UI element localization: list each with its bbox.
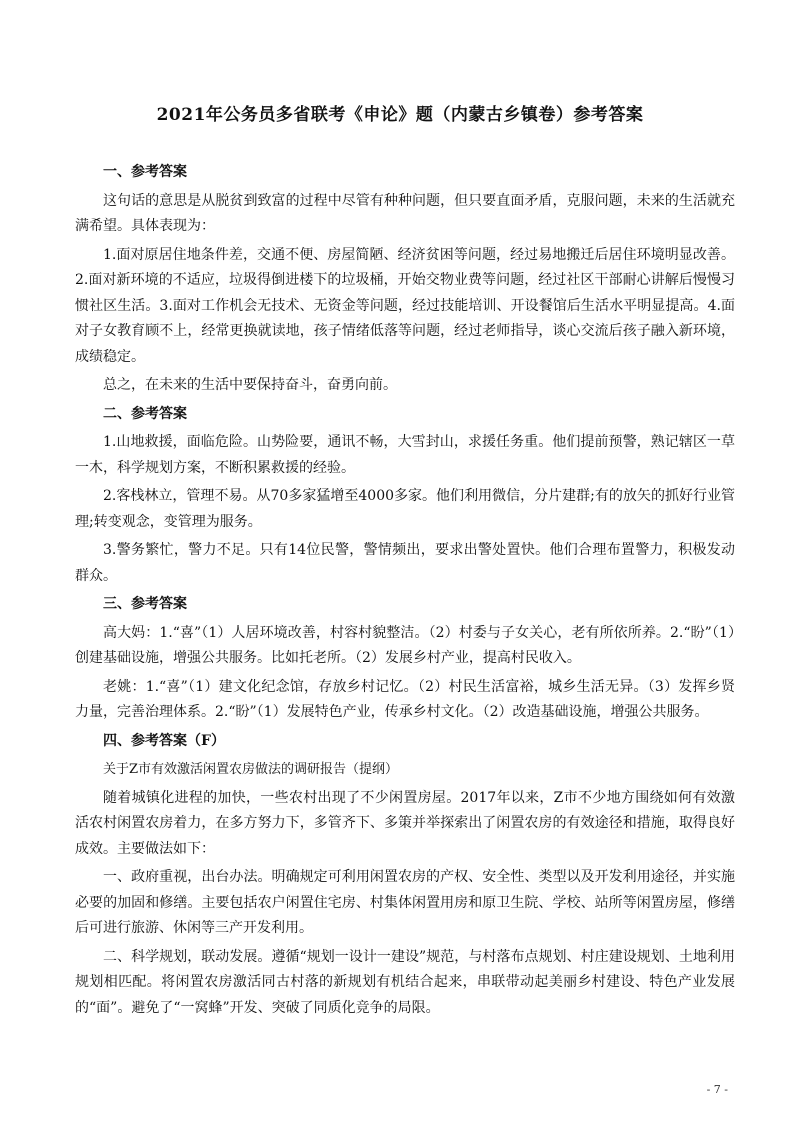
section-1-paragraph-3: 总之，在未来的生活中要保持奋斗，奋勇向前。 <box>103 377 397 393</box>
page-number: - 7 - <box>706 1083 728 1096</box>
section-4-subtitle: 关于Z市有效激活闲置农房做法的调研报告（提纲） <box>103 762 399 777</box>
section-1-paragraph-1: 这句话的意思是从脱贫到致富的过程中尽管有种种问题，但只要直面矛盾，克服问题，未来的生活就充满希望。具体表现为： <box>75 192 735 234</box>
section-2-paragraph-2: 2.客栈林立，管理不易。从70多家猛增至4000多家。他们利用微信，分片建群;有的放矢的抓好行业管理;转变观念，变管理为服务。 <box>75 488 735 530</box>
section-1-heading: 一、参考答案 <box>103 164 187 180</box>
section-4-paragraph-1: 随着城镇化进程的加快，一些农村出现了不少闲置房屋。2017年以来，Z市不少地方围绕如何有效激活农村闲置农房着力，在多方努力下，多管齐下、多策并举探索出了闲置农房的有效途径和措施，取得良好成效。主要做法如下： <box>75 789 735 857</box>
document-title: 2021年公务员多省联考《申论》题（内蒙古乡镇卷）参考答案 <box>156 105 644 125</box>
section-4-heading: 四、参考答案（F） <box>103 732 225 749</box>
section-3-paragraph-2: 老姚：1.“喜”（1）建文化纪念馆，存放乡村记忆。（2）村民生活富裕，城乡生活无异。（3）发挥乡贤力量，完善治理体系。2.“盼”（1）发展特色产业，传承乡村文化。（2）改造基础设施，增强公共服务。 <box>75 678 735 720</box>
section-1-paragraph-2: 1.面对原居住地条件差，交通不便、房屋简陋、经济贫困等问题，经过易地搬迁后居住环境明显改善。2.面对新环境的不适应，垃圾得倒进楼下的垃圾桶，开始交物业费等问题，经过社区干部耐心讲解后慢慢习惯社区生活。3.面对工作机会无技术、无资金等问题，经过技能培训、开设餐馆后生活水平明显提高。4.面对子女教育顾不上，经常更换就读地，孩子情绪低落等问题，经过老师指导，谈心交流后孩子融入新环境，成绩稳定。 <box>75 246 735 365</box>
section-3-heading: 三、参考答案 <box>103 596 187 612</box>
document-body <box>75 160 735 1024</box>
section-4-paragraph-2: 一、政府重视，出台办法。明确规定可利用闲置农房的产权、安全性、类型以及开发利用途径，并实施必要的加固和修缮。主要包括农户闲置住宅房、村集体闲置用房和原卫生院、学校、站所等闲置房屋，修缮后可进行旅游、休闲等三产开发利用。 <box>75 869 735 936</box>
section-4-paragraph-3: 二、科学规划，联动发展。遵循“规划一设计一建设”规范，与村落布点规划、村庄建设规划、土地利用规划相匹配。将闲置农房激活同古村落的新规划有机结合起来，串联带动起美丽乡村建设、特色产业发展的“面”。避免了“一窝蜂”开发、突破了同质化竞争的局限。 <box>75 948 735 1016</box>
section-3-paragraph-1: 高大妈：1.“喜”（1）人居环境改善，村容村貌整洁。（2）村委与子女关心，老有所依所养。2.“盼”（1）创建基础设施，增强公共服务。比如托老所。（2）发展乡村产业，提高村民收入。 <box>75 624 735 666</box>
section-2-paragraph-3: 3.警务繁忙，警力不足。只有14位民警，警情频出，要求出警处置快。他们合理布置警力，积极发动群众。 <box>75 542 735 584</box>
section-2-paragraph-1: 1.山地救援，面临危险。山势险要，通讯不畅，大雪封山，求援任务重。他们提前预警，熟记辖区一草一木，科学规划方案，不断积累救援的经验。 <box>75 434 735 476</box>
section-2-heading: 二、参考答案 <box>103 405 187 422</box>
